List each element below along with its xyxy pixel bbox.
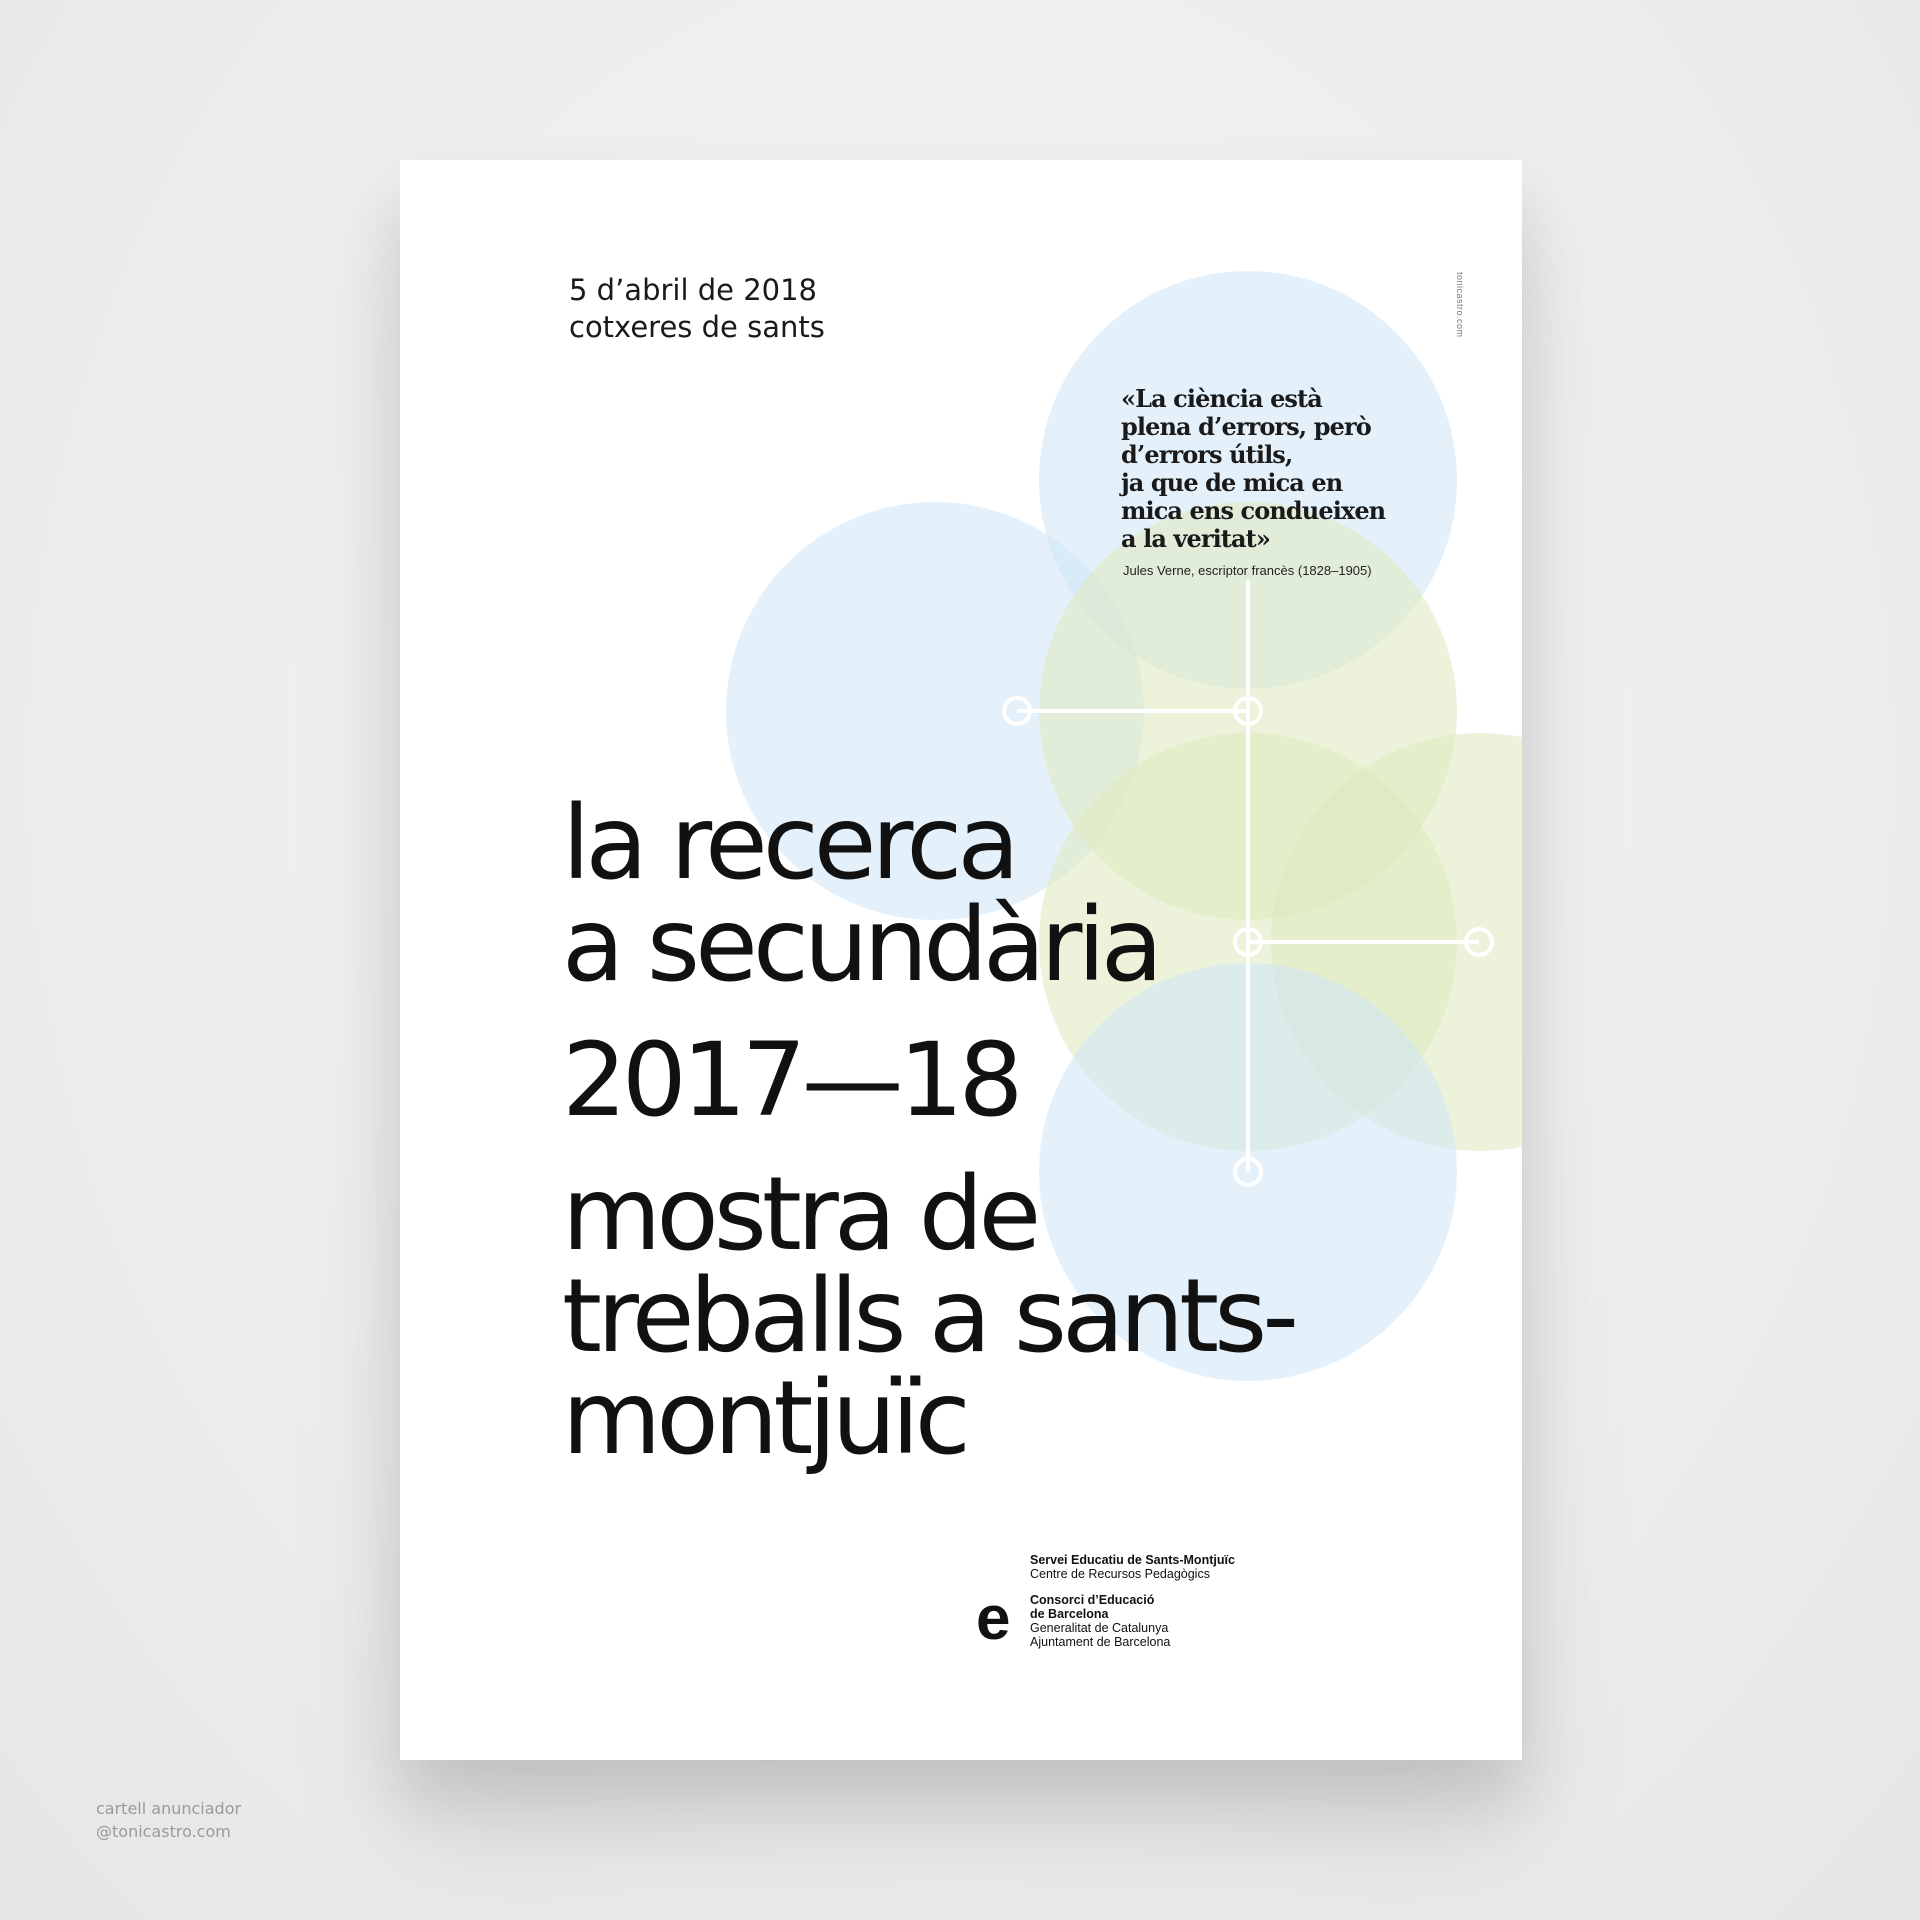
- ajuntament-name: Ajuntament de Barcelona: [1030, 1635, 1171, 1649]
- subtitle-line: treballs a sants-: [562, 1257, 1295, 1376]
- quote-author: Jules Verne, escriptor francès (1828–1905): [1123, 563, 1372, 578]
- quote-line: a la veritat»: [1121, 524, 1270, 553]
- poster-subtitle: [562, 1155, 1295, 1478]
- quote-line: mica ens condueixen: [1121, 496, 1386, 525]
- quote-line: ja que de mica en: [1121, 468, 1343, 497]
- quote-line: plena d’errors, però: [1121, 412, 1371, 441]
- poster-years: 2017—18: [562, 1021, 1019, 1140]
- servei-name: Servei Educatiu de Sants-Montjuïc: [1030, 1553, 1235, 1567]
- subtitle-line: mostra de: [562, 1155, 1037, 1274]
- caption-title: cartell anunciador: [96, 1799, 242, 1818]
- title-line: a secundària: [562, 886, 1159, 1005]
- quote-line: d’errors útils,: [1121, 440, 1293, 469]
- poster: [400, 160, 1522, 1760]
- consorci-logo: e: [976, 1584, 1011, 1653]
- consorci-name-line2: de Barcelona: [1030, 1607, 1109, 1621]
- poster-title: [562, 784, 1159, 1005]
- quote: [1121, 385, 1421, 553]
- vertical-credit: tonicastro.com: [1455, 272, 1465, 338]
- consorci-name-line1: Consorci d’Educació: [1030, 1593, 1155, 1607]
- centre-name: Centre de Recursos Pedagògics: [1030, 1567, 1210, 1581]
- event-info: [569, 272, 825, 346]
- caption-handle: @tonicastro.com: [96, 1822, 231, 1841]
- subtitle-line: montjuïc: [562, 1359, 966, 1478]
- event-venue: cotxeres de sants: [569, 310, 825, 344]
- quote-line: «La ciència està: [1121, 384, 1322, 413]
- event-date: 5 d’abril de 2018: [569, 273, 818, 307]
- portfolio-caption: [96, 1797, 241, 1843]
- generalitat-name: Generalitat de Catalunya: [1030, 1621, 1169, 1635]
- title-line: la recerca: [562, 784, 1015, 903]
